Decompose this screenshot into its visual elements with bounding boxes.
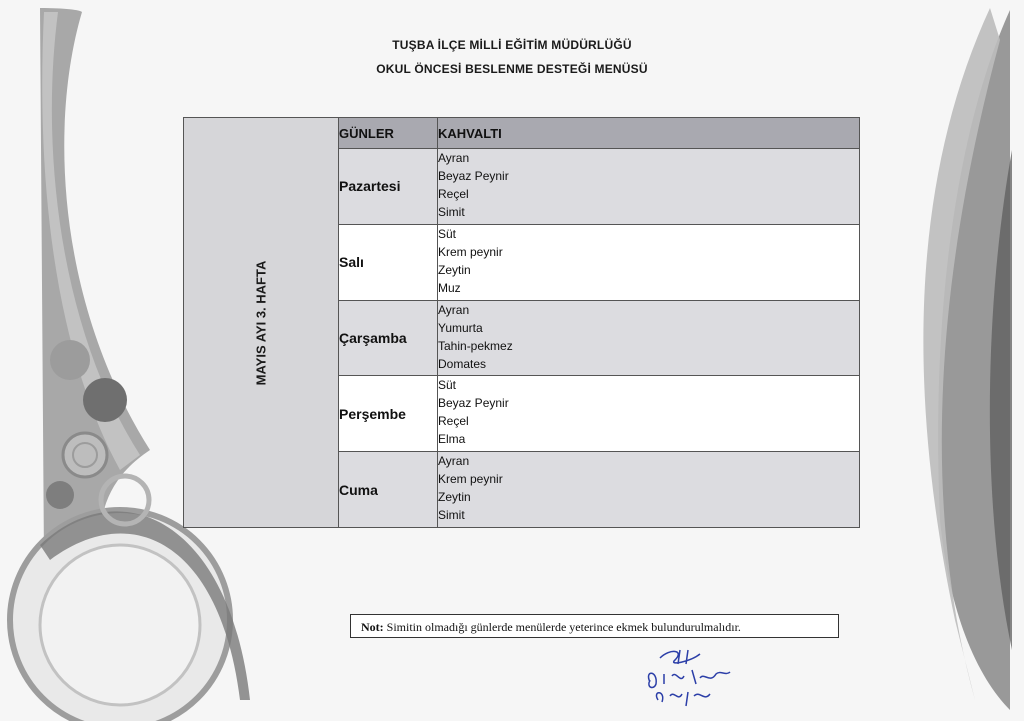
menu-table — [183, 117, 860, 528]
menu-item: Ayran — [438, 454, 470, 469]
header-menu-title: OKUL ÖNCESİ BESLENME DESTEĞİ MENÜSÜ — [376, 62, 648, 76]
menu-item: Krem peynir — [438, 244, 503, 259]
menu-items-cell — [438, 224, 860, 300]
note-box — [350, 614, 839, 638]
menu-item: Tahin-pekmez — [438, 338, 513, 353]
menu-item: Süt — [438, 378, 457, 393]
day-cell: Cuma — [339, 452, 438, 528]
menu-item: Reçel — [438, 414, 469, 429]
note-text: Simitin olmadığı günlerde menülerde yeterince ekmek bulundurulmalıdır. — [386, 620, 741, 634]
menu-item: Reçel — [438, 187, 469, 201]
day-cell: Salı — [339, 224, 438, 300]
menu-item: Krem peynir — [438, 472, 503, 487]
menu-item: Ayran — [438, 151, 470, 165]
column-header-breakfast: KAHVALTI — [438, 118, 860, 149]
menu-item: Ayran — [438, 302, 470, 317]
menu-items-cell — [438, 300, 860, 376]
menu-item: Elma — [438, 432, 466, 447]
menu-item: Yumurta — [438, 320, 483, 335]
day-cell: Perşembe — [339, 376, 438, 452]
menu-item: Süt — [438, 226, 457, 241]
menu-item: Beyaz Peynir — [438, 169, 509, 183]
menu-item: Muz — [438, 280, 461, 295]
menu-item: Domates — [438, 356, 487, 371]
menu-items-cell — [438, 376, 860, 452]
week-cell — [184, 118, 339, 528]
day-cell: Çarşamba — [339, 300, 438, 376]
menu-item: Zeytin — [438, 490, 471, 505]
note-label: Not: — [361, 620, 384, 634]
column-header-days: GÜNLER — [339, 118, 438, 149]
table-header-row — [184, 118, 860, 149]
menu-item: Beyaz Peynir — [438, 396, 509, 411]
menu-item: Simit — [438, 205, 465, 219]
header-directorate: TUŞBA İLÇE MİLLİ EĞİTİM MÜDÜRLÜĞÜ — [392, 38, 632, 52]
day-cell: Pazartesi — [339, 149, 438, 225]
signature-mark — [630, 640, 740, 710]
menu-item: Zeytin — [438, 262, 471, 277]
menu-items-cell — [438, 452, 860, 528]
week-label: MAYIS AYI 3. HAFTA — [253, 260, 269, 385]
menu-item: Simit — [438, 508, 465, 523]
menu-items-cell — [438, 149, 860, 225]
